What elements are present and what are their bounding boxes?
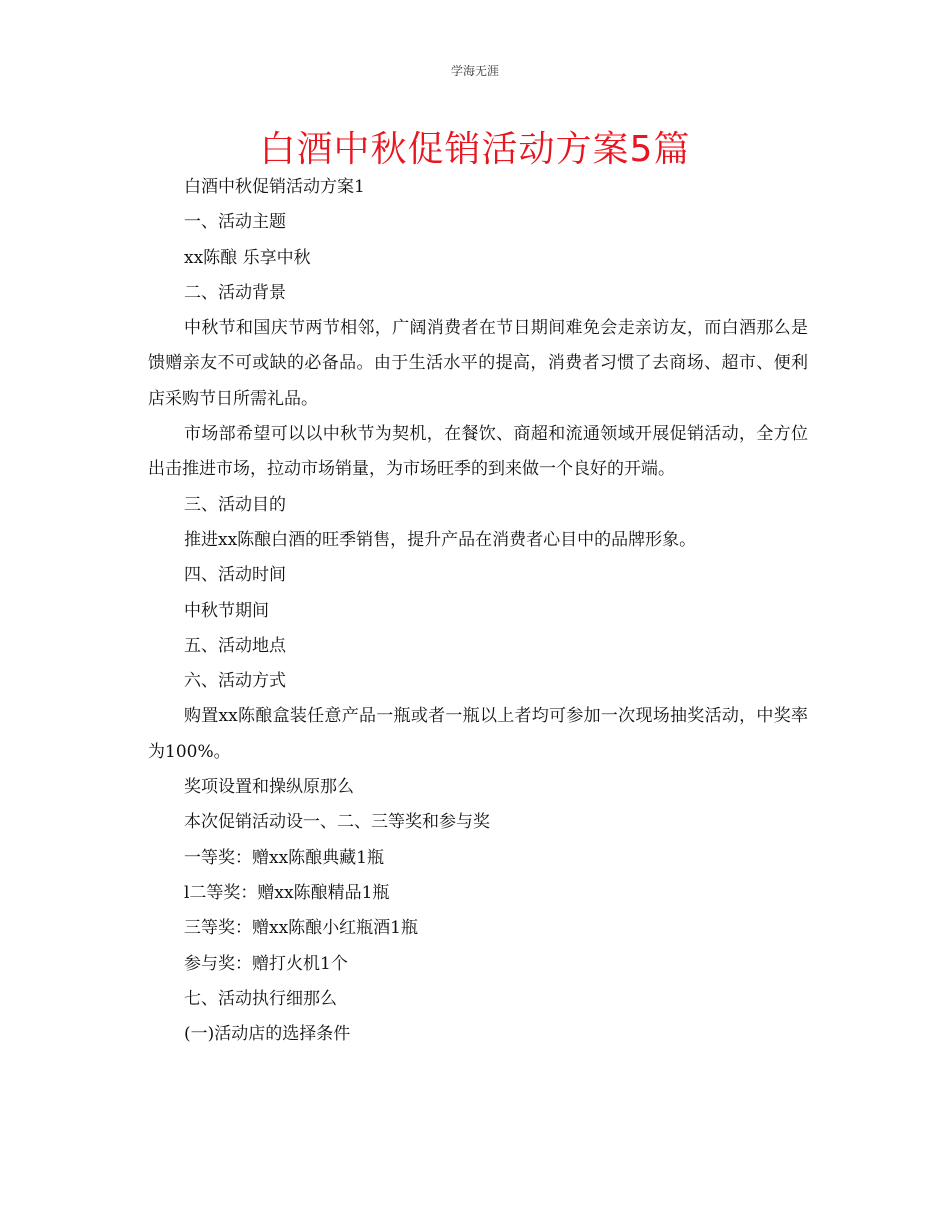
- prize-item: l二等奖：赠xx陈酿精品1瓶: [184, 882, 390, 903]
- section-heading: 五、活动地点: [184, 635, 286, 656]
- body-text: 中秋节期间: [184, 600, 269, 621]
- body-text: 本次促销活动设一、二、三等奖和参与奖: [184, 812, 490, 833]
- section-heading: 二、活动背景: [184, 282, 286, 303]
- document-title: 白酒中秋促销活动方案5篇: [259, 129, 691, 170]
- body-text: 推进xx陈酿白酒的旺季销售，提升产品在消费者心目中的品牌形象。: [184, 529, 697, 550]
- prize-item: 三等奖：赠xx陈酿小红瓶酒1瓶: [184, 918, 418, 939]
- prize-item: 参与奖：赠打火机1个: [184, 953, 348, 974]
- body-paragraph: 中秋节和国庆节两节相邻，广阔消费者在节日期间难免会走亲访友，而白酒那么是馈赠亲友不可或缺的必备品。由于生活水平的提高，消费者习惯了去商场、超市、便利店采购节日所需礼品。: [148, 318, 808, 409]
- section-heading: 三、活动目的: [184, 494, 286, 515]
- section-heading: 白酒中秋促销活动方案1: [184, 177, 365, 197]
- body-paragraph: 市场部希望可以以中秋节为契机，在餐饮、商超和流通领域开展促销活动，全方位出击推进市场，拉动市场销量，为市场旺季的到来做一个良好的开端。: [148, 424, 808, 480]
- document-body: [148, 170, 808, 1052]
- section-heading: 一、活动主题: [184, 212, 286, 233]
- section-heading: 四、活动时间: [184, 565, 286, 586]
- body-text: 奖项设置和操纵原那么: [184, 777, 354, 798]
- subsection-heading: (一)活动店的选择条件: [184, 1024, 351, 1045]
- body-text: xx陈酿 乐享中秋: [184, 247, 311, 268]
- prize-item: 一等奖：赠xx陈酿典藏1瓶: [184, 847, 384, 868]
- page-header: 学海无涯: [450, 64, 499, 78]
- body-paragraph: 购置xx陈酿盒装任意产品一瓶或者一瓶以上者均可参加一次现场抽奖活动，中奖率为100%。: [148, 706, 808, 762]
- section-heading: 六、活动方式: [184, 671, 286, 692]
- section-heading: 七、活动执行细那么: [184, 988, 337, 1009]
